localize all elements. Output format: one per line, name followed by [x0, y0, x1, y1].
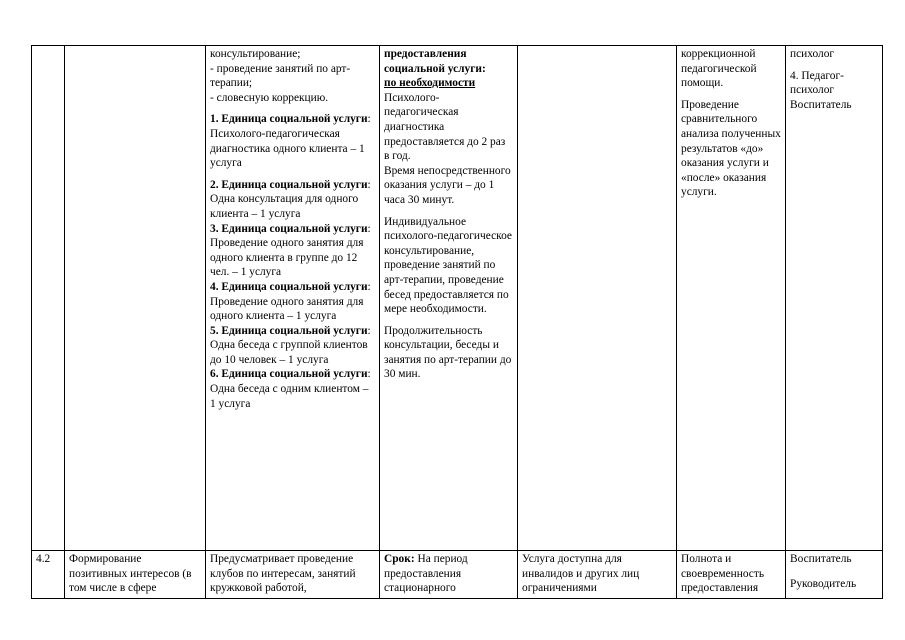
- cell-term: [380, 551, 518, 599]
- term-text: Время непосредственного оказания услуги – до 1 часа 30 минут.: [384, 164, 511, 206]
- cell-responsible: [786, 46, 883, 551]
- unit-title: 6. Единица социальной услуги: [210, 368, 368, 381]
- desc-intro-line: консультирование;: [210, 48, 301, 60]
- cell-number: [32, 46, 65, 551]
- unit-title: 3. Единица социальной услуги: [210, 222, 368, 235]
- responsible-text: Воспитатель: [790, 553, 852, 565]
- unit-title: 5. Единица социальной услуги: [210, 324, 368, 337]
- eval-text: коррекционной педагогической помощи.: [681, 48, 757, 90]
- responsible-text: Руководитель: [790, 577, 857, 590]
- cell-evaluation: [677, 46, 786, 551]
- term-label: Срок:: [384, 553, 415, 565]
- unit-title: 2. Единица социальной услуги: [210, 178, 368, 191]
- table-row: [32, 46, 883, 551]
- unit-text: Одна беседа с группой клиентов до 10 человек – 1 услуга: [210, 339, 368, 366]
- desc-intro-line: - проведение занятий по арт-терапии;: [210, 62, 351, 90]
- cell-evaluation: Полнота и своевременность предоставления: [677, 551, 786, 599]
- term-text: Продолжительность консультации, беседы и занятия по арт-терапии до 30 мин.: [384, 324, 512, 381]
- term-text: Индивидуальное психолого-педагогическое консультирование, проведение занятий по арт-терапии, проведение бесед предоставляется по мере необходимости.: [384, 215, 512, 316]
- unit-text: Проведение одного занятия для одного клиента в группе до 12 чел. – 1 услуга: [210, 237, 364, 279]
- cell-description: консультирование; - проведение занятий по арт-терапии; - словесную коррекцию. 1. Единица социальной услуги: Психолого-педагогическая диагностика одного клиента – 1 услуга 2. Единица социальной услуги: Одна консультация для одного клиента – 1 услуга 3. Единица социальной услуги: Проведение одного занятия для одного клиента в группе до 12 чел. – 1 услуга 4. Единица социальной услуги: Проведение одного занятия для одного клиента – 1 услуга 5. Единица социальной услуги: Одна беседа с группой клиентов до 10 человек – 1 услуга 6. Единица социальной услуги: Одна беседа с одним клиентом – 1 услуга: [206, 46, 380, 551]
- responsible-text: 4. Педагог-психолог Воспитатель: [790, 69, 852, 111]
- cell-service-name: Формирование позитивных интересов (в том числе в сфере: [65, 551, 206, 599]
- table-row: [32, 551, 883, 599]
- services-table: [31, 45, 883, 599]
- cell-responsible: [786, 551, 883, 599]
- cell-description: Предусматривает проведение клубов по интересам, занятий кружковой работой,: [206, 551, 380, 599]
- cell-service-name: [65, 46, 206, 551]
- cell-conditions: Услуга доступна для инвалидов и других лиц ограничениями: [518, 551, 677, 599]
- responsible-text: психолог: [790, 48, 835, 60]
- desc-intro-line: - словесную коррекцию.: [210, 91, 329, 104]
- term-frequency: по необходимости: [384, 77, 476, 90]
- term-heading: предоставления социальной услуги:: [384, 48, 486, 75]
- term-text: На период предоставления стационарного: [384, 553, 468, 595]
- eval-text: Проведение сравнительного анализа полученных результатов «до» оказания услуги и «после» оказания услуги.: [681, 98, 781, 199]
- unit-text: Одна беседа с одним клиентом – 1 услуга: [210, 383, 369, 410]
- unit-text: Психолого-педагогическая диагностика одного клиента – 1 услуга: [210, 127, 365, 170]
- unit-title: 1. Единица социальной услуги: [210, 113, 368, 126]
- term-text: Психолого-педагогическая диагностика предоставляется до 2 раз в год.: [384, 91, 506, 163]
- unit-text: Одна консультация для одного клиента – 1 услуга: [210, 193, 359, 220]
- cell-conditions: [518, 46, 677, 551]
- unit-text: Проведение одного занятия для одного клиента – 1 услуга: [210, 295, 364, 323]
- cell-number: 4.2: [32, 551, 65, 599]
- cell-term: [380, 46, 518, 551]
- unit-title: 4. Единица социальной услуги: [210, 280, 368, 293]
